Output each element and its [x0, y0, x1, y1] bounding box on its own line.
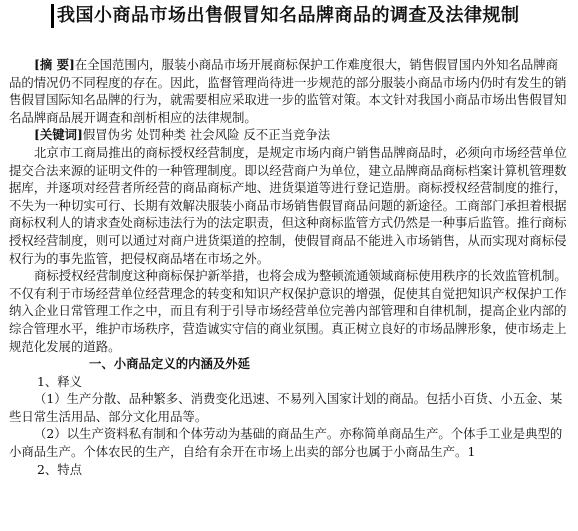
list-item-2: （2）以生产资料私有制和个体劳动为基础的商品生产。亦称简单商品生产。个体手工业是典型的小商品生产。个体农民的生产，自给有余开在市场上出卖的部分也属于小商品生产。1 [9, 426, 563, 460]
abstract-label: [摘 要] [34, 57, 75, 72]
body-paragraph-2: 商标授权经营制度这种商标保护新举措，也将会成为整顿流通领域商标使用秩序的长效监管机制。不仅有利于市场经营单位经营理念的转变和知识产权保护意识的增强，促使其自觉把知识产权保护工作纳入企业日常管理工作之中，而且有利于引导市场经营单位完善内部管理和自律机制，提高企业内部的综合管理水平，维护市场秩序，营造诚实守信的商业氛围。真正树立良好的市场品牌形象，使市场走上规范化发展的道路。 [9, 268, 567, 354]
keywords-label: [关键词] [34, 127, 83, 143]
section-heading-1: 一、小商品定义的内涵及外延 [89, 356, 251, 372]
subheading-1: 1、释义 [37, 373, 83, 389]
abstract-paragraph [9, 56, 569, 126]
body-paragraph-1: 北京市工商局推出的商标授权经营制度，是规定市场内商户销售品牌商品时，必须向市场经营单位提交合法来源的证明文件的一种管理制度。即以经营商户为单位，建立品牌商品商标档案计算机管理数据库，并逐项对经营者所经营的商品商标产地、进货渠道等进行登记造册。商标授权经营制度的推行，不失为一种切实可行、长期有效解决服装小商品市场销售假冒商品问题的新途径。工商部门承担着根据商标权利人的请求查处商标违法行为的法定职责，但这种商标监管方式仍然是一种事后监管。推行商标授权经营制度，则可以通过对商户进货渠道的控制，使假冒商品不能进入市场销售，从而实现对商标侵权行为的事先监管，把侵权商品堵在市场之外。 [9, 144, 567, 266]
document-body [9, 56, 569, 478]
keywords-paragraph [9, 126, 569, 144]
keywords-text: 假冒伪劣 处罚种类 社会风险 反不正当竞争法 [82, 127, 331, 143]
page-title: 我国小商品市场出售假冒知名品牌商品的调查及法律规制 [57, 5, 520, 26]
abstract-text: 在全国范围内，服装小商品市场开展商标保护工作难度很大，销售假冒国内外知名品牌商品的情况仍不同程度的存在。因此，监督管理尚待进一步规范的部分服装小商品市场内仍时有发生的销售假冒国际知名品牌的行为，就需要相应采取进一步的监管对策。本文针对我国小商品市场出售假冒知名品牌商品展开调查和剖析相应的法律规制。 [9, 57, 567, 125]
subheading-2: 2、特点 [37, 461, 83, 477]
list-item-1: （1）生产分散、品种繁多、消费变化迅速、不易列入国家计划的商品。包括小百货、小五金、某些日常生活用品、部分文化用品等。 [9, 391, 563, 424]
